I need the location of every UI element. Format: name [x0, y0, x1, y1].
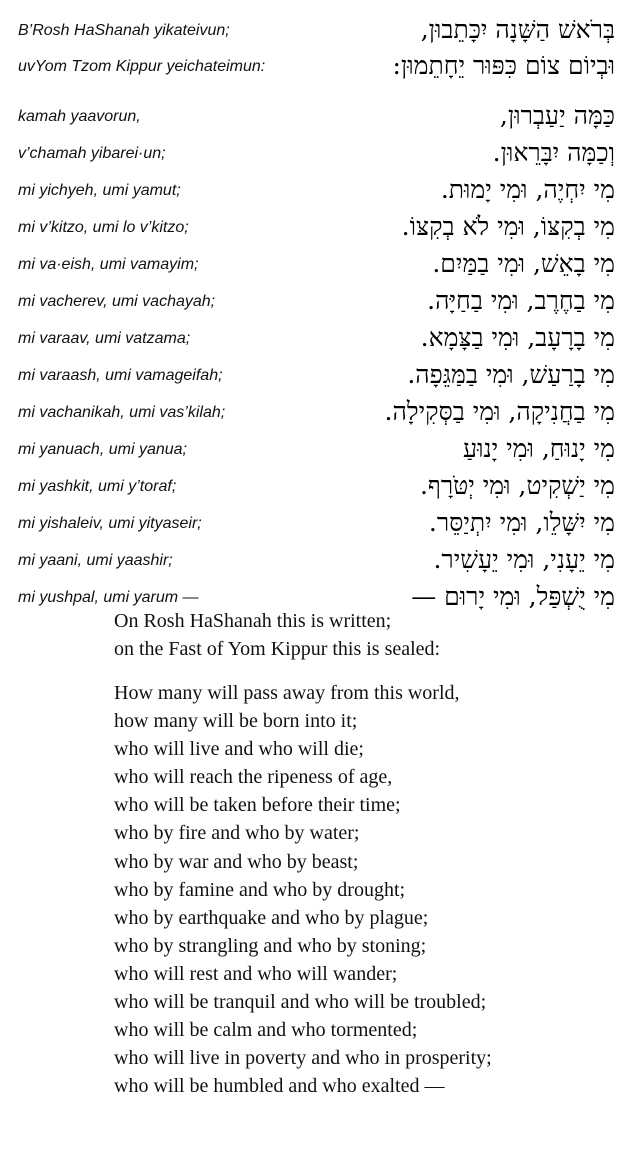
english-line: on the Fast of Yom Kippur this is sealed: — [114, 638, 441, 661]
transliteration-line: mi yanuach, umi yanua; — [18, 441, 187, 458]
verse-row — [0, 394, 635, 428]
english-line: who will live and who will die; — [114, 738, 364, 761]
english-line: who by earthquake and who by plague; — [114, 906, 429, 929]
english-line: who will be tranquil and who will be troubled; — [114, 991, 487, 1014]
english-line: who will be taken before their time; — [114, 794, 401, 817]
hebrew-line: מִי בַחֶרֶב, וּמִי בַחַיָּה. — [427, 286, 615, 315]
transliteration-line: mi vacherev, umi vachayah; — [18, 293, 216, 310]
hebrew-line: מִי יֻשְׁפַּל, וּמִי יָרוּם — — [411, 582, 615, 611]
english-line: who will reach the ripeness of age, — [114, 766, 393, 789]
hebrew-line: מִי בָרַעַשׁ, וּמִי בַמַּגֵּפָה. — [407, 360, 615, 389]
intro-row — [0, 12, 635, 46]
verse-row — [0, 246, 635, 280]
transliteration-line: v’chamah yibarei·un; — [18, 145, 166, 162]
english-line: who by fire and who by water; — [114, 822, 360, 845]
hebrew-line: מִי יִשָּׁלֵו, וּמִי יִתְיַסֵּר. — [428, 508, 615, 537]
verse-row — [0, 468, 635, 502]
english-line: On Rosh HaShanah this is written; — [114, 610, 392, 632]
transliteration-line: kamah yaavorun, — [18, 108, 141, 125]
transliteration-line: mi varaash, umi vamageifah; — [18, 367, 223, 384]
hebrew-line: מִי בַחֲנִיקָה, וּמִי בַסְּקִילָה. — [384, 397, 615, 426]
transliteration-line: mi yishaleiv, umi yityaseir; — [18, 515, 202, 532]
transliteration-line: mi yaani, umi yaashir; — [18, 552, 173, 569]
english-line: who by war and who by beast; — [114, 850, 359, 873]
hebrew-line: בְּרֹאשׁ הַשָּׁנָה יִכָּתֵבוּן, — [420, 15, 615, 44]
hebrew-line: מִי בָאֵשׁ, וּמִי בַמַּיִם. — [432, 249, 615, 278]
hebrew-line: מִי יִחְיֶה, וּמִי יָמוּת. — [440, 175, 615, 204]
transliteration-line: mi yichyeh, umi yamut; — [18, 182, 181, 199]
hebrew-line: מִי יֵעָנִי, וּמִי יֵעָשִׁיר. — [433, 545, 615, 574]
transliteration-line: uvYom Tzom Kippur yeichateimun: — [18, 58, 266, 75]
english-translation — [114, 679, 619, 1100]
hebrew-line: מִי יָנוּחַ, וּמִי יָנוּעַ — [462, 434, 615, 463]
hebrew-line: מִי בְקִצּוֹ, וּמִי לֹא בְקִצּוֹ. — [401, 212, 615, 241]
english-line: who by famine and who by drought; — [114, 878, 406, 901]
transliteration-line: B’Rosh HaShanah yikateivun; — [18, 22, 230, 39]
transliteration-line: mi va·eish, umi vamayim; — [18, 256, 199, 273]
transliteration-line: mi vachanikah, umi vas’kilah; — [18, 404, 226, 421]
verse-row — [0, 283, 635, 317]
hebrew-line: וְכַמָּה יִבָּרֵאוּן. — [492, 138, 615, 167]
english-line: who by strangling and who by stoning; — [114, 934, 427, 957]
transliteration-line: mi yashkit, umi y’toraf; — [18, 478, 177, 495]
hebrew-line: מִי בָרָעָב, וּמִי בַצָּמָא. — [420, 323, 615, 352]
verse-row — [0, 172, 635, 206]
english-line: who will be humbled and who exalted — — [114, 1075, 445, 1098]
transliteration-line: mi varaav, umi vatzama; — [18, 330, 191, 347]
english-intro — [114, 607, 619, 663]
english-line: How many will pass away from this world, — [114, 682, 460, 704]
verse-row — [0, 542, 635, 576]
verse-row — [0, 431, 635, 465]
intro-row — [0, 48, 635, 82]
verse-row — [0, 505, 635, 539]
verse-row — [0, 98, 635, 132]
verse-row — [0, 135, 635, 169]
hebrew-line: וּבְיוֹם צוֹם כִּפּוּר יֵחָתֵמוּן: — [392, 51, 615, 80]
english-line: how many will be born into it; — [114, 710, 358, 733]
verse-row — [0, 357, 635, 391]
transliteration-line: mi yushpal, umi yarum — — [18, 589, 199, 606]
verse-row — [0, 320, 635, 354]
verse-row — [0, 209, 635, 243]
english-line: who will live in poverty and who in prosperity; — [114, 1047, 492, 1070]
hebrew-line: כַּמָּה יַעַבְרוּן, — [499, 101, 615, 130]
english-line: who will rest and who will wander; — [114, 962, 398, 985]
english-line: who will be calm and who tormented; — [114, 1019, 418, 1042]
transliteration-line: mi v’kitzo, umi lo v’kitzo; — [18, 219, 189, 236]
hebrew-line: מִי יַשְׁקִיט, וּמִי יְטֹּרָף. — [419, 471, 615, 500]
